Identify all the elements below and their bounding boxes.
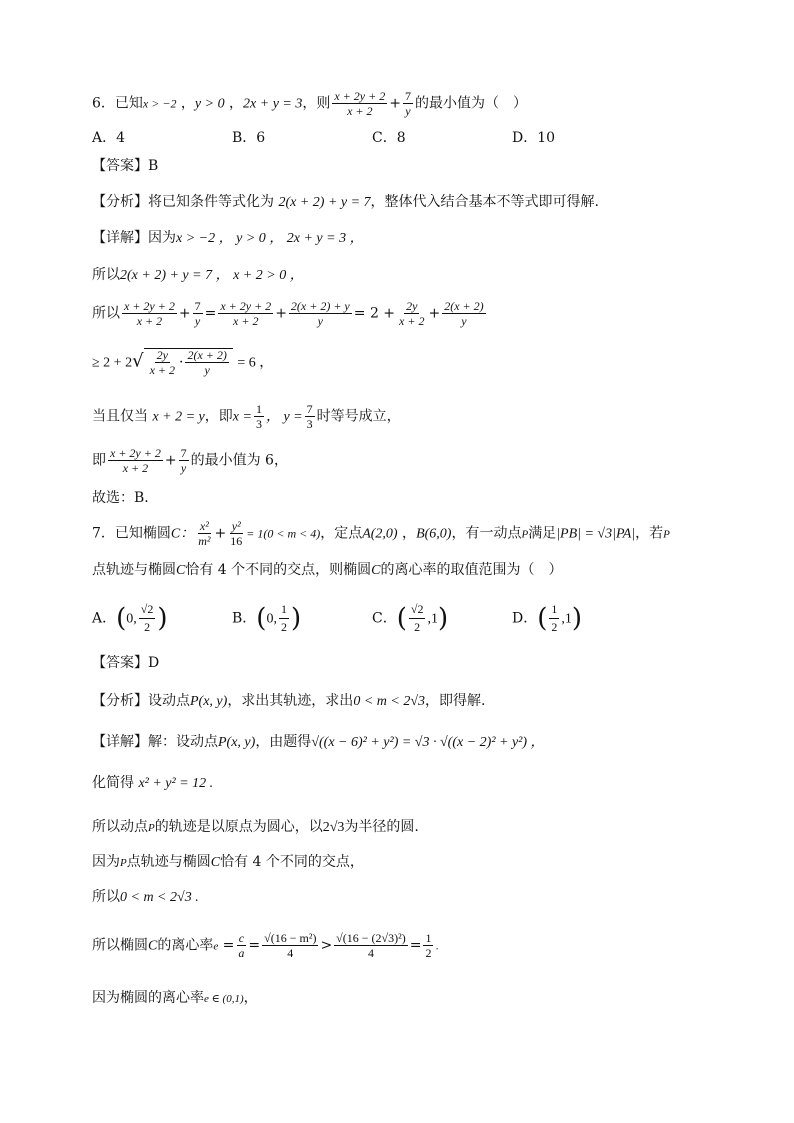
q6-line-so2: 所以 $\frac{x + 2y + 2}{x + 2}$ + $\frac{7}{y}$ = $\frac{x + 2y + 2}{x + 2}$ + $\frac{2(x + 2) + y}{y}$ = 2 + $\frac{2y}{x + 2}$ + $\frac{2(x + 2)}{y}$ [92, 299, 484, 328]
q7-analysis: 【分析】设动点P(x, y)，求出其轨迹，求出0 < m < 2√3，即得解. [92, 693, 486, 709]
q6-frac2: $\frac{7}{y}$ [404, 89, 411, 118]
q6-option-c: C．8 [372, 130, 406, 146]
q6-option-d: D．10 [512, 130, 556, 146]
q7-detail: 【详解】解：设动点P(x, y)，由题得√((x − 6)² + y²) = √3 · √((x − 2)² + y²) ， [92, 734, 545, 750]
q7-option-d: D．( $\frac{1}{2}$ ,1) [512, 602, 583, 634]
q6-stem-mid: ，则 [302, 95, 331, 112]
q6-stem: 6．已知x > −2 ，y > 0 ，2x + y = 3，则 $\frac{x + 2y + 2}{x + 2}$ + $\frac{7}{y}$ 的最小值为（ ） [92, 89, 527, 118]
q7-answer: 【答案】D [92, 655, 160, 671]
q7-so: 所以0 < m < 2√3 . [92, 889, 199, 905]
q7-option-a: A．(0, $\frac{√2}{2}$ ) [92, 602, 168, 634]
q6-detail: 【详解】因为x > −2 ， y > 0 ， 2x + y = 3 ， [92, 230, 364, 246]
q6-cond3: 2x + y = 3 [243, 96, 303, 112]
q6-analysis: 【分析】将已知条件等式化为 2(x + 2) + y = 7，整体代入结合基本不等式即可得解. [92, 194, 599, 210]
q6-cond1: x > −2 [142, 96, 177, 111]
q7-stem-line2: 点轨迹与椭圆C恰有 4 个不同的交点，则椭圆C的离心率的取值范围为（ ） [92, 562, 563, 578]
q7-eccentricity: 所以椭圆C的离心率e = $\frac{c}{a}$ = $\frac{\text{√(16 − m²)}}{4}$ > $\frac{\text{√(16 − (2√3)²)}}{4}$ = $\frac{1}{2}$ . [92, 931, 439, 960]
q7-intersect: 因为P点轨迹与椭圆C恰有 4 个不同的交点， [92, 854, 364, 870]
q6-cond2: y > 0 [194, 96, 225, 112]
q7-stem: 7．已知椭圆C： $\frac{\text{x²}}{\text{m²}}$ + $\frac{\text{y²}}{16}$ = 1(0 < m < 4)，定点A(2,0) ，B(6,0)，有一动点P满足|PB| = √3|PA|，若P [92, 519, 670, 548]
q6-line-so1: 所以2(x + 2) + y = 7 ， x + 2 > 0 ， [92, 267, 304, 283]
q6-answer: 【答案】B [92, 158, 159, 174]
q6-frac1: $\frac{x + 2y + 2}{x + 2}$ [334, 89, 386, 118]
q7-option-b: B．(0, $\frac{1}{2}$ ) [232, 602, 302, 634]
q6-option-a: A．4 [92, 130, 126, 146]
q6-choose: 故选：B. [92, 490, 149, 506]
q6-equality-cond: 当且仅当 x + 2 = y，即x = $\frac{1}{3}$ ， y = $\frac{7}{3}$ 时等号成立， [92, 402, 401, 431]
q6-inequality: ≥ 2 + 2√ $\frac{2y}{x + 2}$ · $\frac{2(x + 2)}{y}$ = 6 ， [92, 348, 274, 377]
q6-option-b: B．6 [232, 130, 266, 146]
q7-last: 因为椭圆的离心率e ∈ (0,1)， [92, 990, 258, 1006]
q7-circle: 所以动点P的轨迹是以原点为圆心，以2√3为半径的圆. [92, 819, 419, 835]
q6-conclude: 即 $\frac{x + 2y + 2}{x + 2}$ + $\frac{7}{y}$ 的最小值为 6， [92, 446, 288, 475]
q6-stem-suffix: 的最小值为（ ） [414, 95, 527, 112]
q6-stem-prefix: 6．已知 [92, 95, 143, 112]
q7-simplify: 化简得 x² + y² = 12 . [92, 775, 214, 791]
q7-option-c: C．( $\frac{√2}{2}$ ,1) [372, 602, 449, 634]
